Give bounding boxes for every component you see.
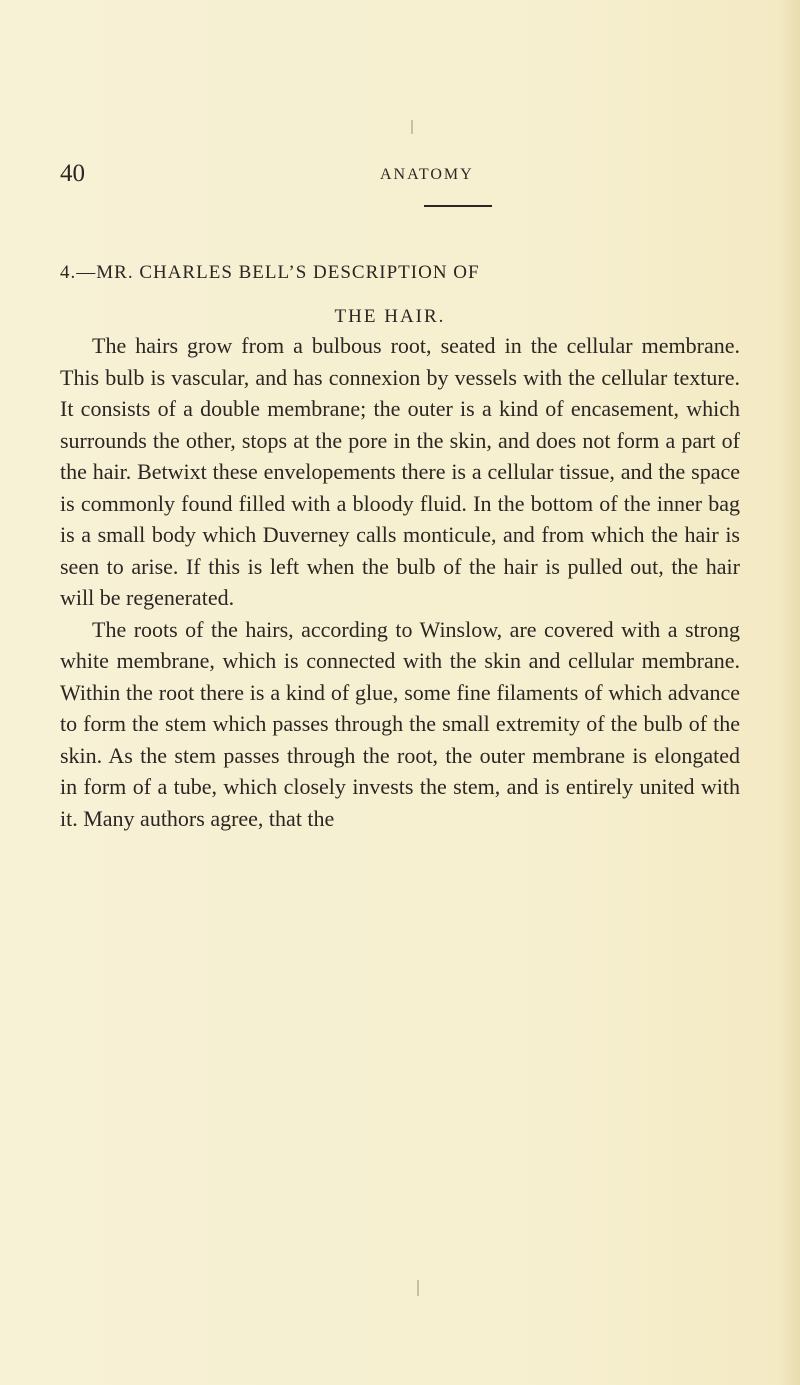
paragraph-2-text: The roots of the hairs, according to Winslow, are covered with a strong white membrane, which is connected with the skin and cellular membrane. Within the root there is a kind of glue, some fine filaments of which advance to form the stem which passes through the small extremity of the bulb of the skin. As the stem passes through the root, the outer membrane is elongated in form of a tube, which closely invests the stem, and is entirely united with it. Many authors agree, that the <box>60 616 740 831</box>
paragraph-1-text: The hairs grow from a bulbous root, seated in the cellular membrane. This bulb is vascular, and has connexion by vessels with the cellular texture. It consists of a double membrane; the outer is a kind of encasement, which surrounds the other, stops at the pore in the skin, and does not form a part of the hair. Betwixt these envelopements there is a cellular tissue, and the space is commonly found filled with a bloody fluid. In the bottom of the inner bag is a small body which Duverney calls monticule, and from which the hair is seen to arise. If this is left when the bulb of the hair is pulled out, the hair will be regenerated. <box>60 333 740 610</box>
paragraph-1 <box>60 330 740 614</box>
page-number: 40 <box>60 160 85 187</box>
running-head: ANATOMY <box>380 166 474 183</box>
page-edge-shadow <box>778 0 800 1385</box>
paper-speck <box>417 1280 419 1296</box>
header-rule <box>424 205 492 207</box>
section-title-line-2: THE HAIR. <box>334 306 446 327</box>
paper-speck <box>411 120 413 134</box>
paragraph-2 <box>60 614 740 835</box>
section-title-line-1: 4.—MR. CHARLES BELL’S DESCRIPTION OF <box>60 262 480 283</box>
section-title <box>60 260 740 327</box>
body-text <box>60 330 740 834</box>
